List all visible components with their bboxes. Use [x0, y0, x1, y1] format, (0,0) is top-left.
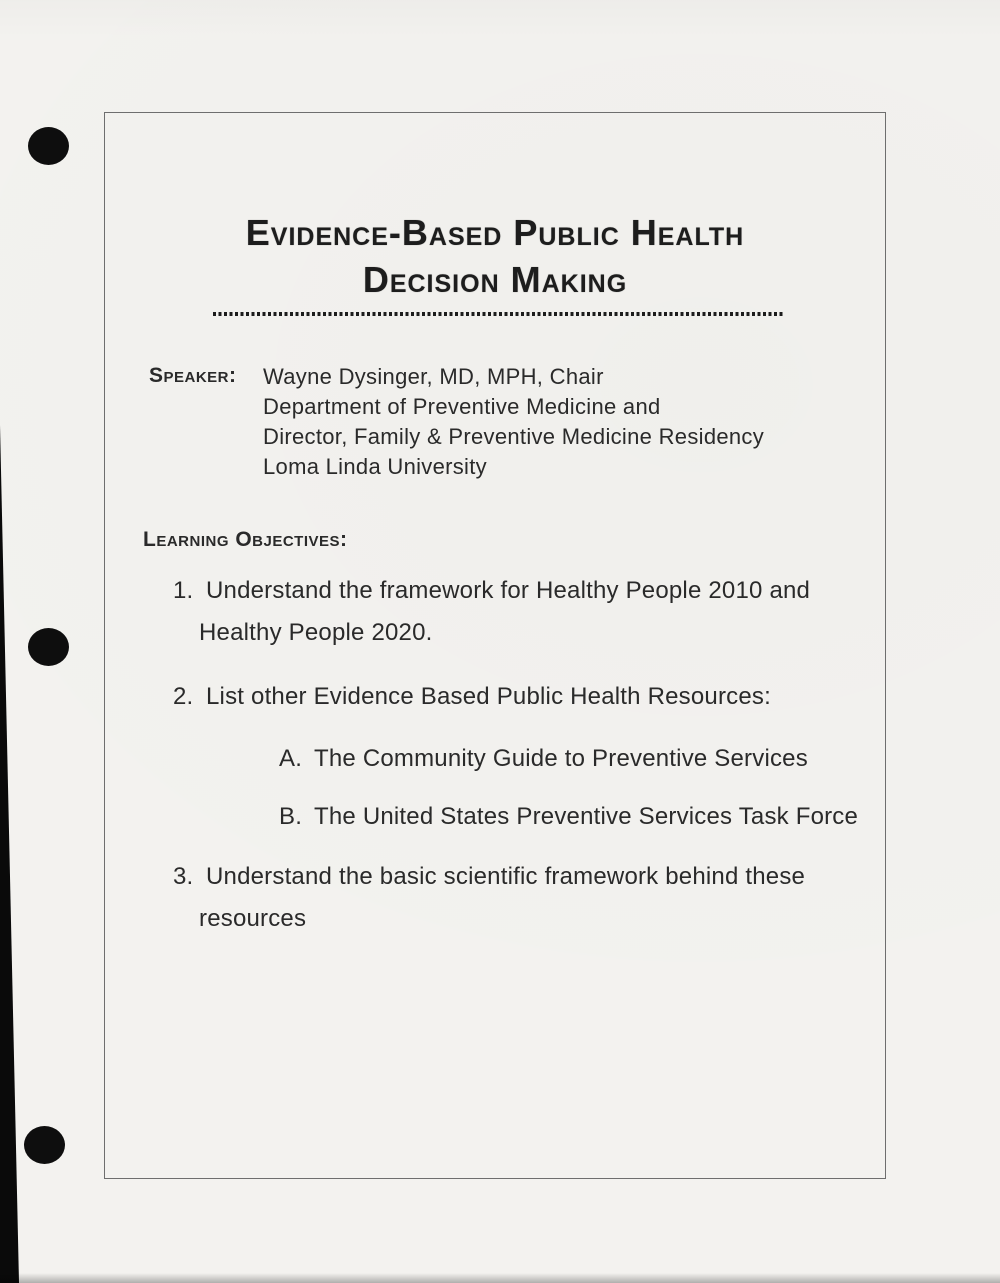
hole-punch-top	[28, 127, 69, 165]
objective-1-line-2: Healthy People 2020.	[199, 619, 433, 646]
document-title	[105, 209, 885, 303]
hole-punch-middle	[28, 628, 69, 666]
speaker-label: Speaker:	[149, 364, 237, 387]
objective-3-number: 3.	[173, 863, 194, 890]
objective-1-line-1	[173, 577, 810, 605]
objective-2-line-1	[173, 683, 771, 711]
dotted-divider	[213, 312, 785, 316]
title-line-2: Decision Making	[362, 259, 628, 300]
objectives-heading: Learning Objectives:	[143, 528, 348, 551]
objective-2-subitem-b	[279, 803, 858, 831]
speaker-department: Department of Preventive Medicine and	[263, 394, 661, 419]
subitem-b-letter: B.	[279, 803, 303, 830]
objective-3-text: Understand the basic scientific framework behind these	[206, 863, 806, 890]
objective-1-text: Understand the framework for Healthy People 2010 and	[206, 577, 811, 604]
title-line-1: Evidence-Based Public Health	[245, 212, 745, 253]
subitem-b-text: The United States Preventive Services Task Force	[314, 803, 859, 830]
objective-2-number: 2.	[173, 683, 194, 710]
speaker-institution: Loma Linda University	[263, 454, 487, 479]
objective-2-text: List other Evidence Based Public Health Resources:	[206, 683, 771, 710]
page-frame	[104, 112, 886, 1179]
subitem-a-letter: A.	[279, 745, 303, 772]
scanner-edge-artifact	[0, 425, 19, 1283]
speaker-details	[263, 362, 764, 482]
objective-2-subitem-a	[279, 745, 808, 773]
subitem-a-text: The Community Guide to Preventive Services	[314, 745, 808, 772]
speaker-name: Wayne Dysinger, MD, MPH, Chair	[263, 364, 604, 389]
page-bottom-shadow	[0, 1273, 1000, 1283]
hole-punch-bottom	[24, 1126, 65, 1164]
objective-3-line-2: resources	[199, 905, 307, 932]
objective-1-number: 1.	[173, 577, 194, 604]
objective-3-line-1	[173, 863, 805, 891]
speaker-role: Director, Family & Preventive Medicine Residency	[263, 424, 765, 449]
